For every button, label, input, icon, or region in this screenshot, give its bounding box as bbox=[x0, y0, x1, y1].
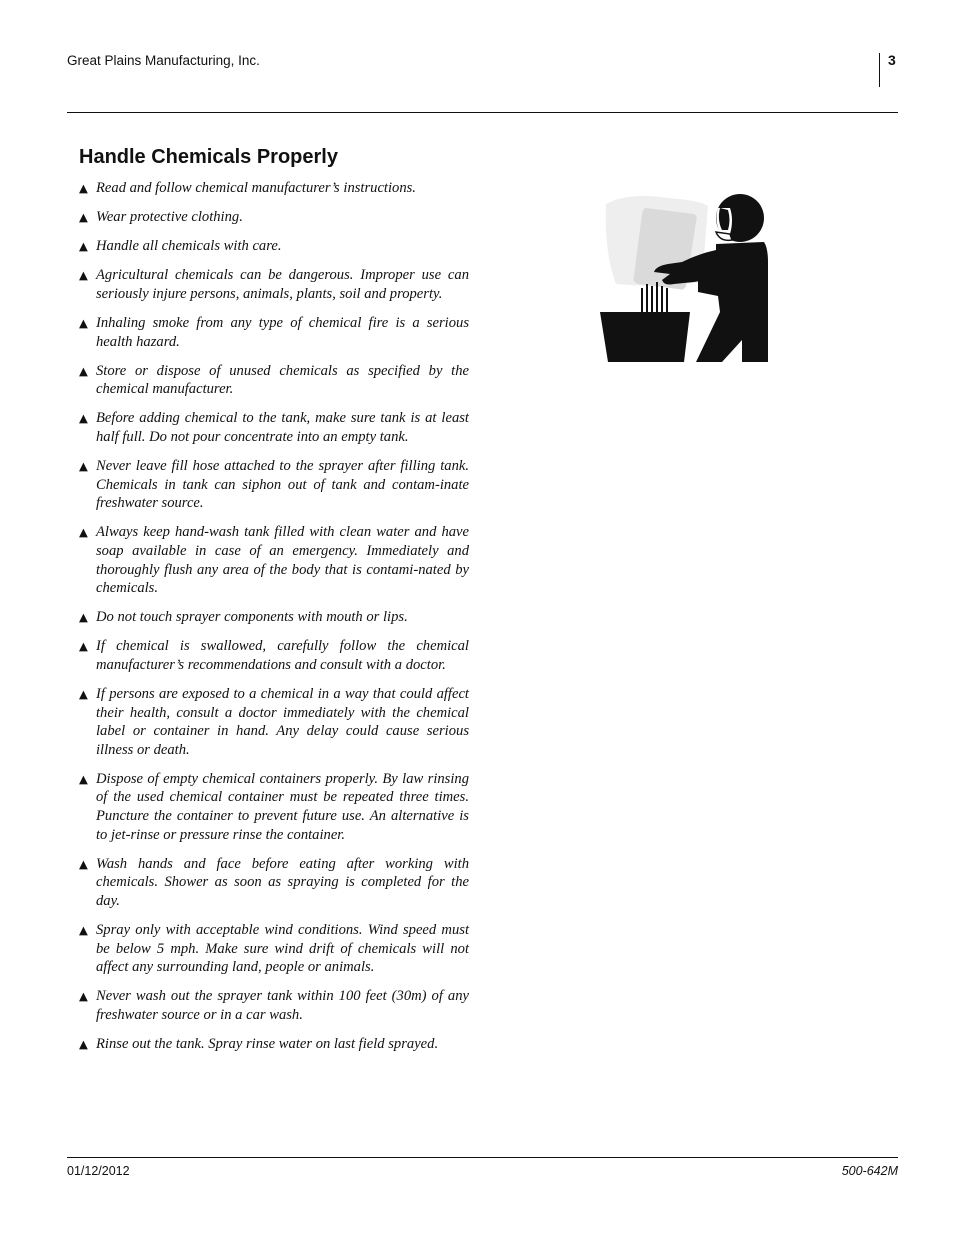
list-item bbox=[79, 362, 469, 399]
list-item-text: If persons are exposed to a chemical in a way that could affect their health, consult a doctor immediately with the chemical label or container in hand. Any delay could cause serious illness or death. bbox=[96, 685, 469, 758]
list-item-text: Wear protective clothing. bbox=[96, 209, 243, 226]
list-item-text: Always keep hand-wash tank filled with clean water and have soap available in case of an emergency. Immediately and thoroughly flush any area of the body that is contami-nated by chemicals. bbox=[96, 524, 469, 597]
list-item-text: If chemical is swallowed, carefully follow the chemical manufacturer’s recommendations and consult with a doctor. bbox=[96, 638, 469, 673]
list-item-text: Store or dispose of unused chemicals as specified by the chemical manufacturer. bbox=[96, 362, 469, 398]
list-item bbox=[79, 523, 469, 597]
bullet-triangle-icon: ▲ bbox=[79, 923, 88, 937]
list-item bbox=[79, 855, 469, 911]
list-item-text: Before adding chemical to the tank, make sure tank is at least half full. Do not pour concentrate into an empty tank. bbox=[96, 410, 469, 445]
list-item bbox=[79, 409, 469, 446]
list-item bbox=[79, 987, 469, 1024]
page-number-divider bbox=[879, 53, 880, 87]
list-item-text: Spray only with acceptable wind conditions. Wind speed must be below 5 mph. Make sure wind drift of chemicals will not affect any surrounding land, people or animals. bbox=[96, 922, 469, 976]
bullet-triangle-icon: ▲ bbox=[79, 411, 88, 426]
bullet-triangle-icon: ▲ bbox=[79, 315, 88, 330]
bullet-triangle-icon: ▲ bbox=[79, 686, 88, 701]
bullet-triangle-icon: ▲ bbox=[79, 239, 88, 254]
list-item bbox=[79, 921, 469, 977]
list-item bbox=[79, 314, 469, 351]
bullet-triangle-icon: ▲ bbox=[79, 639, 88, 654]
list-item-text: Agricultural chemicals can be dangerous. Improper use can seriously injure persons, animals, plants, soil and property. bbox=[96, 267, 469, 302]
list-item bbox=[79, 1035, 469, 1054]
list-item bbox=[79, 685, 469, 759]
bullet-triangle-icon: ▲ bbox=[79, 771, 88, 786]
list-item-text: Never leave fill hose attached to the sprayer after filling tank. Chemicals in tank can siphon out of tank and contam-inate freshwater source. bbox=[96, 458, 469, 512]
footer-date: 01/12/2012 bbox=[67, 1164, 130, 1178]
bullet-triangle-icon: ▲ bbox=[79, 363, 88, 378]
footer-rule bbox=[67, 1157, 898, 1158]
safety-bullet-list bbox=[79, 179, 469, 1064]
bullet-triangle-icon: ▲ bbox=[79, 989, 88, 1004]
list-item-text: Read and follow chemical manufacturer’s instructions. bbox=[96, 180, 416, 196]
list-item bbox=[79, 237, 469, 256]
list-item bbox=[79, 179, 469, 198]
person-pouring-chemical-icon bbox=[598, 192, 768, 364]
list-item bbox=[79, 266, 469, 303]
bullet-triangle-icon: ▲ bbox=[79, 856, 88, 871]
bullet-triangle-icon: ▲ bbox=[79, 181, 88, 195]
list-item-text: Never wash out the sprayer tank within 100 feet (30m) of any freshwater source or in a car wash. bbox=[96, 988, 469, 1023]
footer-part-number: 500-642M bbox=[841, 1164, 898, 1178]
list-item bbox=[79, 457, 469, 513]
page-number: 3 bbox=[888, 52, 896, 68]
list-item-text: Wash hands and face before eating after working with chemicals. Shower as soon as spraying is completed for the day. bbox=[96, 855, 469, 909]
list-item-text: Do not touch sprayer components with mouth or lips. bbox=[96, 609, 408, 626]
header-rule bbox=[67, 112, 898, 113]
list-item-text: Rinse out the tank. Spray rinse water on last field sprayed. bbox=[96, 1035, 439, 1052]
list-item-text: Inhaling smoke from any type of chemical fire is a serious health hazard. bbox=[96, 314, 469, 350]
chemical-handling-illustration bbox=[598, 192, 768, 364]
bullet-triangle-icon: ▲ bbox=[79, 210, 88, 225]
list-item bbox=[79, 770, 469, 844]
list-item-text: Dispose of empty chemical containers properly. By law rinsing of the used chemical container must be repeated three times. Puncture the container to prevent future use. An alternative is to jet-rinse or pressure rinse the container. bbox=[96, 770, 469, 843]
list-item bbox=[79, 608, 469, 627]
list-item bbox=[79, 208, 469, 227]
section-title: Handle Chemicals Properly bbox=[79, 146, 338, 168]
bullet-triangle-icon: ▲ bbox=[79, 268, 88, 283]
bullet-triangle-icon: ▲ bbox=[79, 525, 88, 540]
bullet-triangle-icon: ▲ bbox=[79, 610, 88, 625]
company-name: Great Plains Manufacturing, Inc. bbox=[67, 53, 260, 68]
bullet-triangle-icon: ▲ bbox=[79, 1036, 88, 1051]
list-item bbox=[79, 637, 469, 674]
bullet-triangle-icon: ▲ bbox=[79, 459, 88, 474]
list-item-text: Handle all chemicals with care. bbox=[96, 238, 282, 255]
